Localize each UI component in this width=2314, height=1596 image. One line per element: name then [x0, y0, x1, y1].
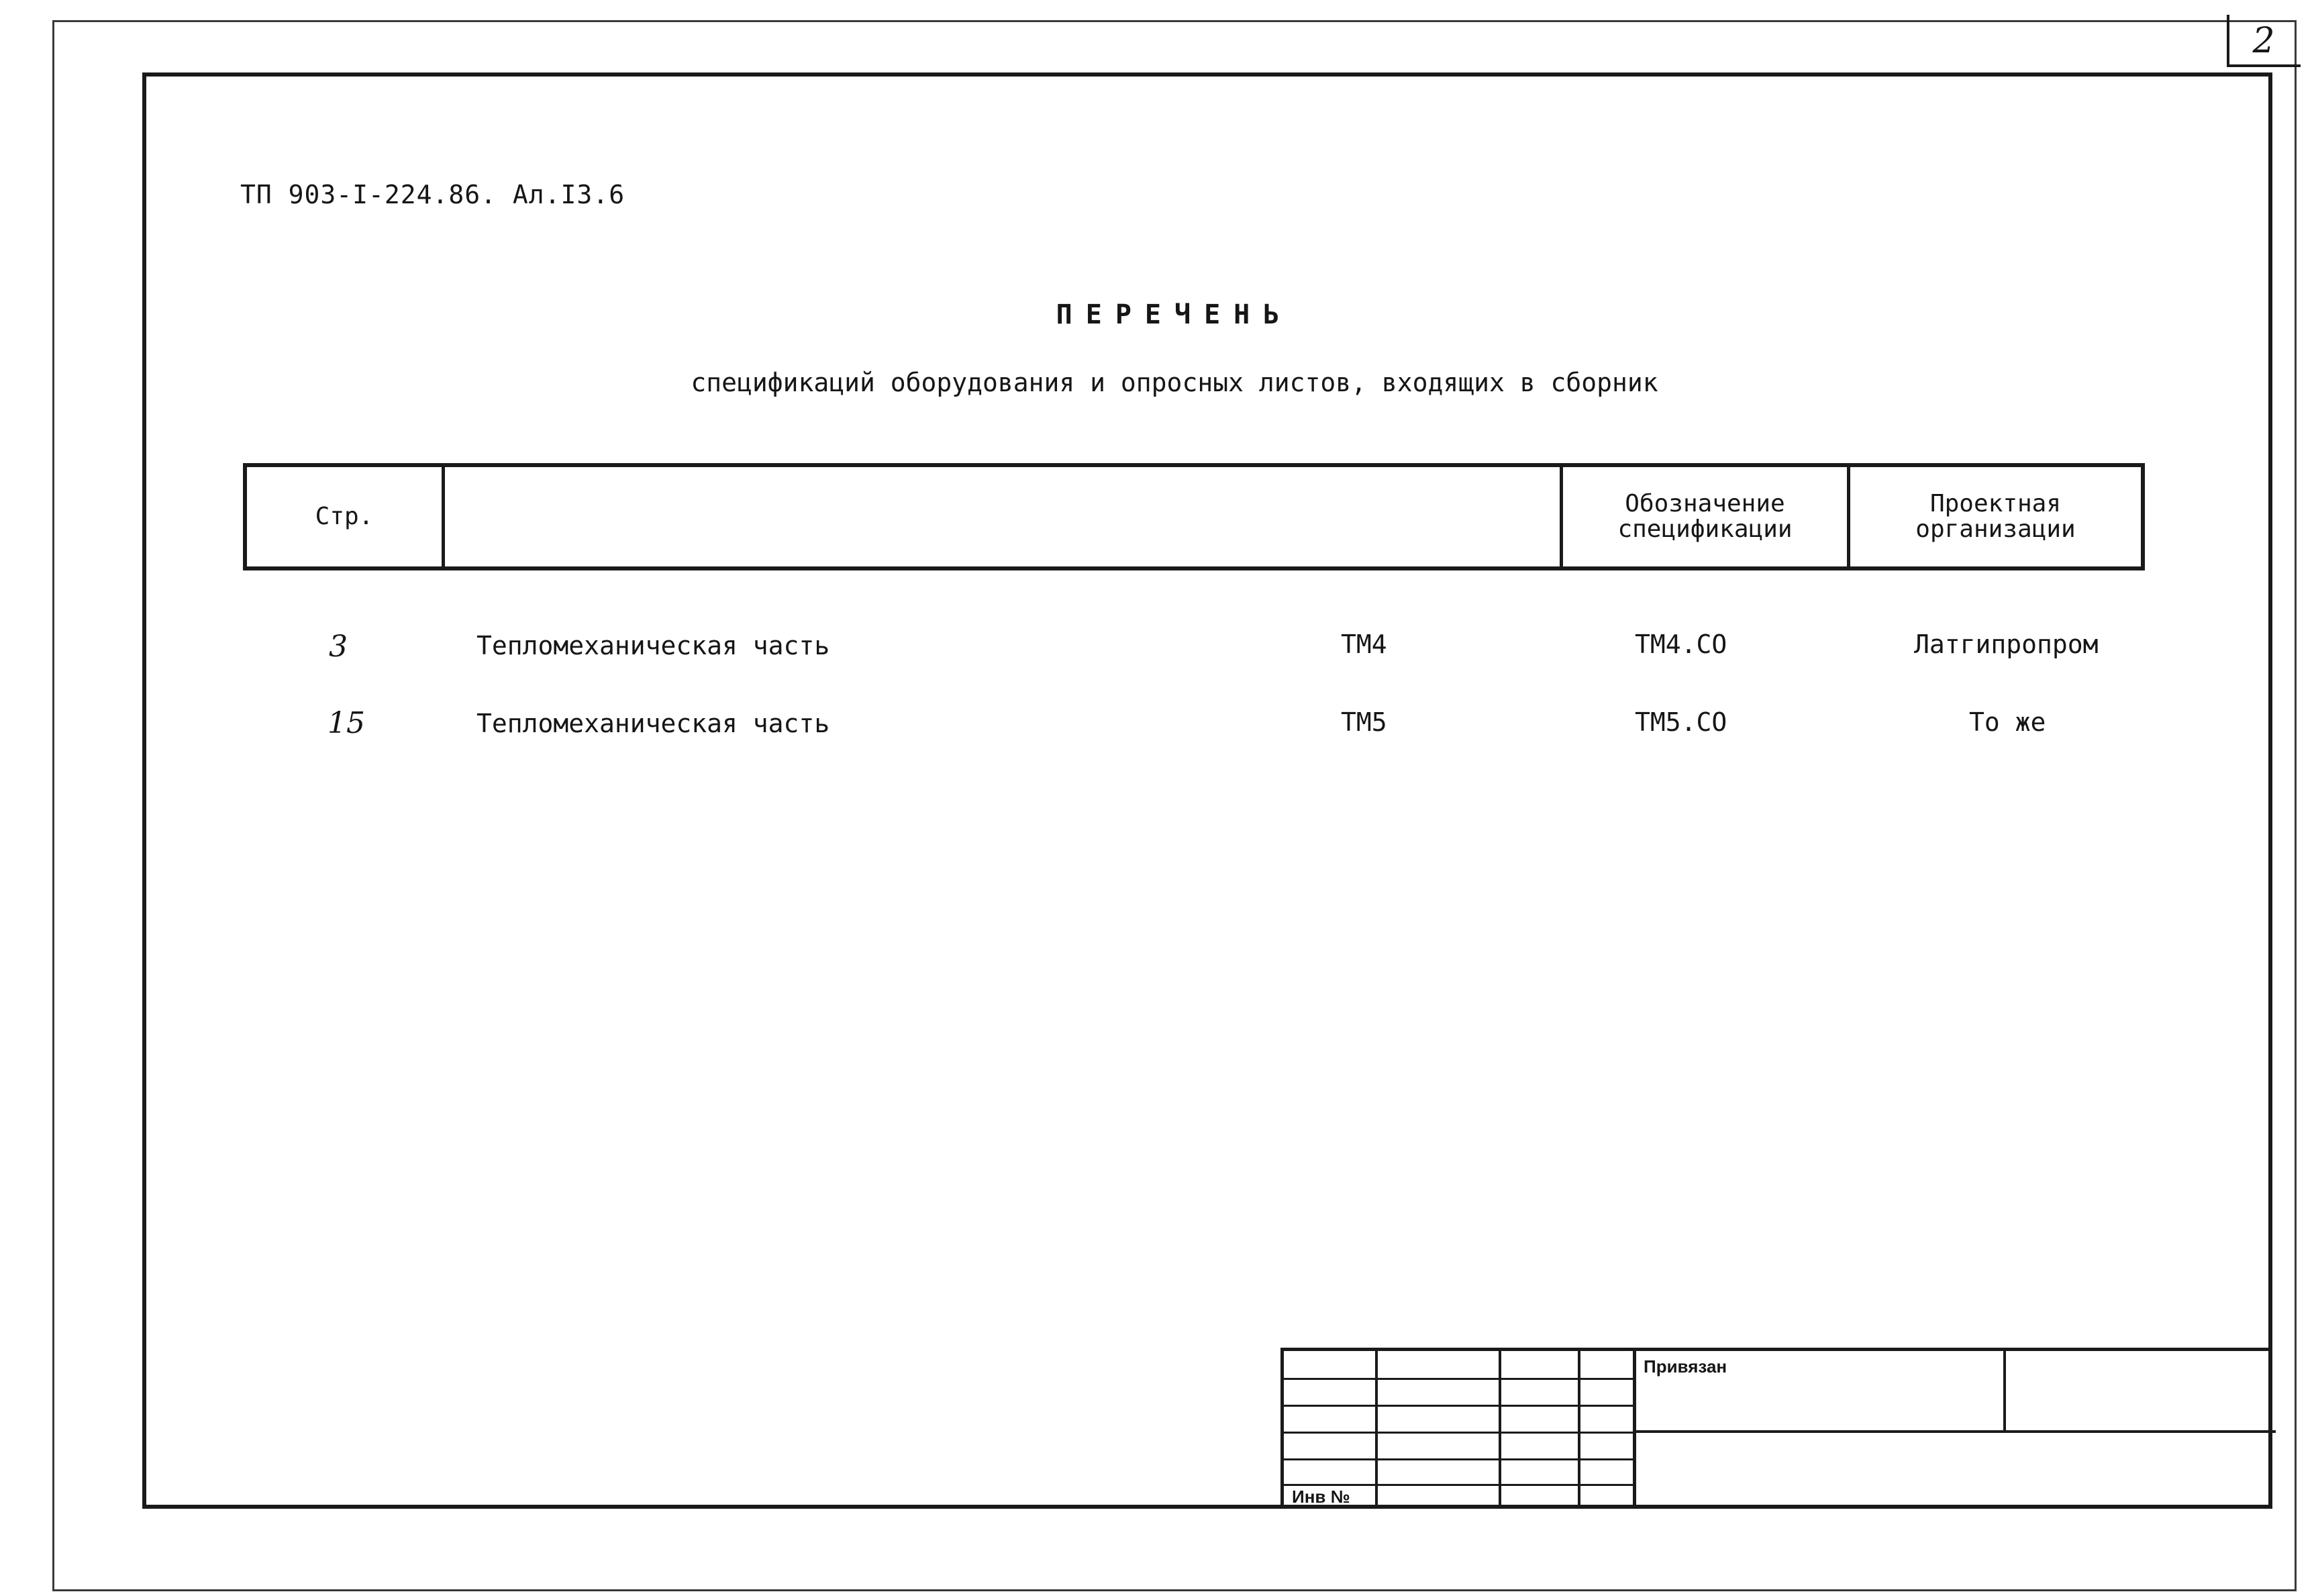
header-name	[445, 467, 1560, 566]
stamp-line	[1284, 1405, 1633, 1407]
row-organization: То же	[1969, 707, 2046, 737]
stamp-line	[2003, 1351, 2006, 1430]
row-mark: ТМ4	[1341, 630, 1387, 659]
title-block	[1280, 1348, 2272, 1509]
inventory-number-label: Инв №	[1292, 1487, 1350, 1507]
stamp-line	[1284, 1484, 1633, 1486]
row-name: Тепломеханическая часть	[476, 709, 830, 738]
page-subtitle: спецификаций оборудования и опросных листов, входящих в сборник	[691, 368, 1658, 397]
stamp-line	[1284, 1378, 1633, 1380]
stamp-line	[1633, 1430, 2276, 1433]
header-designation: Обозначение спецификации	[1617, 490, 1793, 543]
stamp-line	[1284, 1458, 1633, 1460]
page-title: ПЕРЕЧЕНЬ	[1056, 299, 1293, 330]
row-mark: ТМ5	[1341, 707, 1387, 737]
header-organization: Проектная организации	[1915, 490, 2076, 543]
stamp-line	[1284, 1432, 1633, 1434]
document-code: ТП 903-I-224.86. Ал.I3.6	[240, 180, 625, 209]
row-page: 15	[328, 706, 365, 740]
attached-label: Привязан	[1644, 1356, 1727, 1377]
sheet-number: 2	[2252, 21, 2275, 61]
row-page: 3	[329, 630, 348, 664]
drawing-frame	[142, 72, 2272, 1509]
row-name: Тепломеханическая часть	[476, 631, 830, 660]
row-organization: Латгипропром	[1914, 630, 2099, 659]
header-page: Стр.	[315, 503, 374, 530]
row-designation: ТМ5.СО	[1635, 707, 1727, 737]
row-designation: ТМ4.СО	[1635, 630, 1727, 659]
